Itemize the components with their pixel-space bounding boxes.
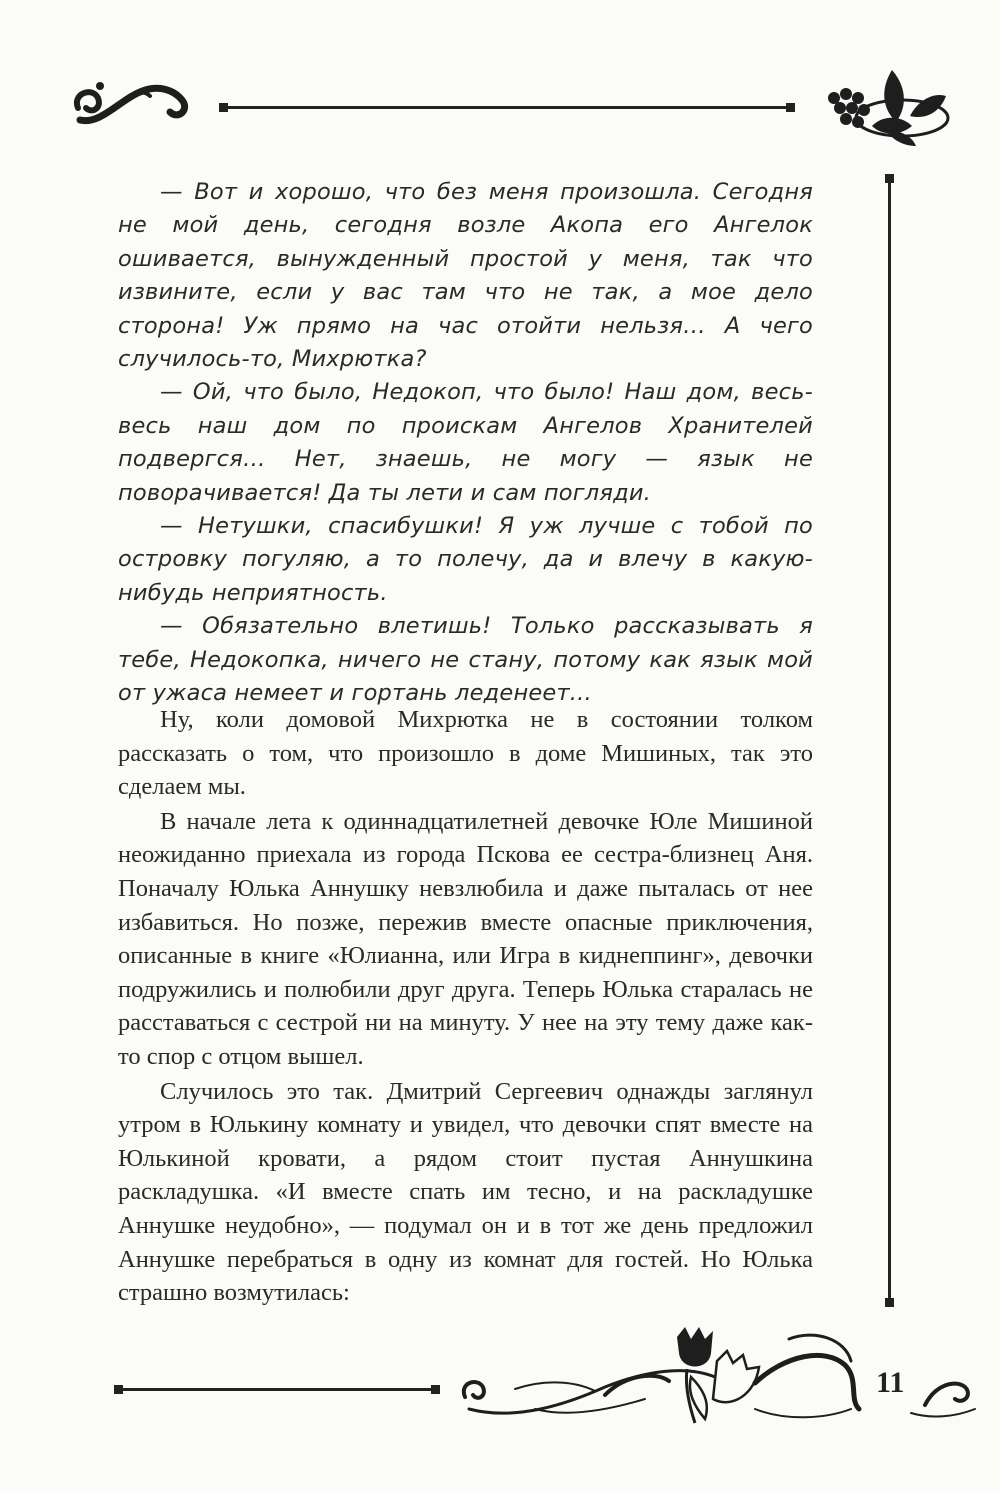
- flower-swirl-icon: [455, 1325, 995, 1435]
- scroll-flourish-icon: [70, 70, 200, 130]
- dialogue-paragraph: — Обязательно влетишь! Только рассказывать я тебе, Недокопка, ничего не стану, потому как язык мой от ужаса немеет и гортань леденеет...: [118, 613, 813, 707]
- narrative-paragraph: Случилось это так. Дмитрий Сергеевич однажды заглянул утром в Юлькину комнату и увидел, что девочки спят вместе на Юлькиной кровати, а рядом стоит пустая Аннушкина раскладушка. «И вместе спать им тесно, и на раскладушке Аннушке неудобно», — подумал он и в тот же день предложил Аннушке перебраться в одну из комнат для гостей. Но Юлька страшно возмутилась:: [118, 1077, 813, 1307]
- top-rule: [226, 106, 788, 109]
- dialogue-paragraph: — Нетушки, спасибушки! Я уж лучше с тобой по островку погуляю, а то полечу, да и влечу в какую-нибудь неприятность.: [118, 513, 813, 606]
- dialogue-paragraph: — Вот и хорошо, что без меня произошла. Сегодня не мой день, сегодня возле Акопа его Ангелок ошивается, вынужденный простой у меня, так что извините, если у вас там что не так, а мое дело сторона! Уж прямо на час отойти нельзя… А чего случилось-то, Михрютка?: [118, 179, 813, 373]
- narrative-paragraph: Ну, коли домовой Михрютка не в состоянии толком рассказать о том, что произошло в доме Мишиных, так это сделаем мы.: [118, 706, 813, 801]
- rule-end: [786, 103, 795, 112]
- page-number: 11: [876, 1366, 905, 1399]
- rule-end: [431, 1385, 440, 1394]
- right-rule: [888, 180, 891, 1300]
- narrative-block: [118, 703, 813, 1310]
- rule-end: [885, 1298, 894, 1307]
- dialogue-block: [118, 176, 813, 711]
- narrative-paragraph: В начале лета к одиннадцатилетней девочке Юле Мишиной неожиданно приехала из города Пскова ее сестра-близнец Аня. Поначалу Юлька Аннушку невзлюбила и даже пыталась от нее избавиться. Но позже, пережив вместе опасные приключения, описанные в книге «Юлианна, или Игра в киднеппинг», девочки подружились и полюбили друг друга. Теперь Юлька старалась не расставаться с сестрой ни на минуту. У нее на эту тему даже как-то спор с отцом вышел.: [118, 807, 813, 1070]
- dialogue-paragraph: — Ой, что было, Недокоп, что было! Наш дом, весь-весь наш дом по проискам Ангелов Хранителей подвергся… Нет, знаешь, не могу — язык не поворачивается! Да ты лети и сам погляди.: [118, 379, 813, 506]
- bottom-rule: [120, 1388, 436, 1391]
- berries-leaves-icon: [822, 66, 952, 156]
